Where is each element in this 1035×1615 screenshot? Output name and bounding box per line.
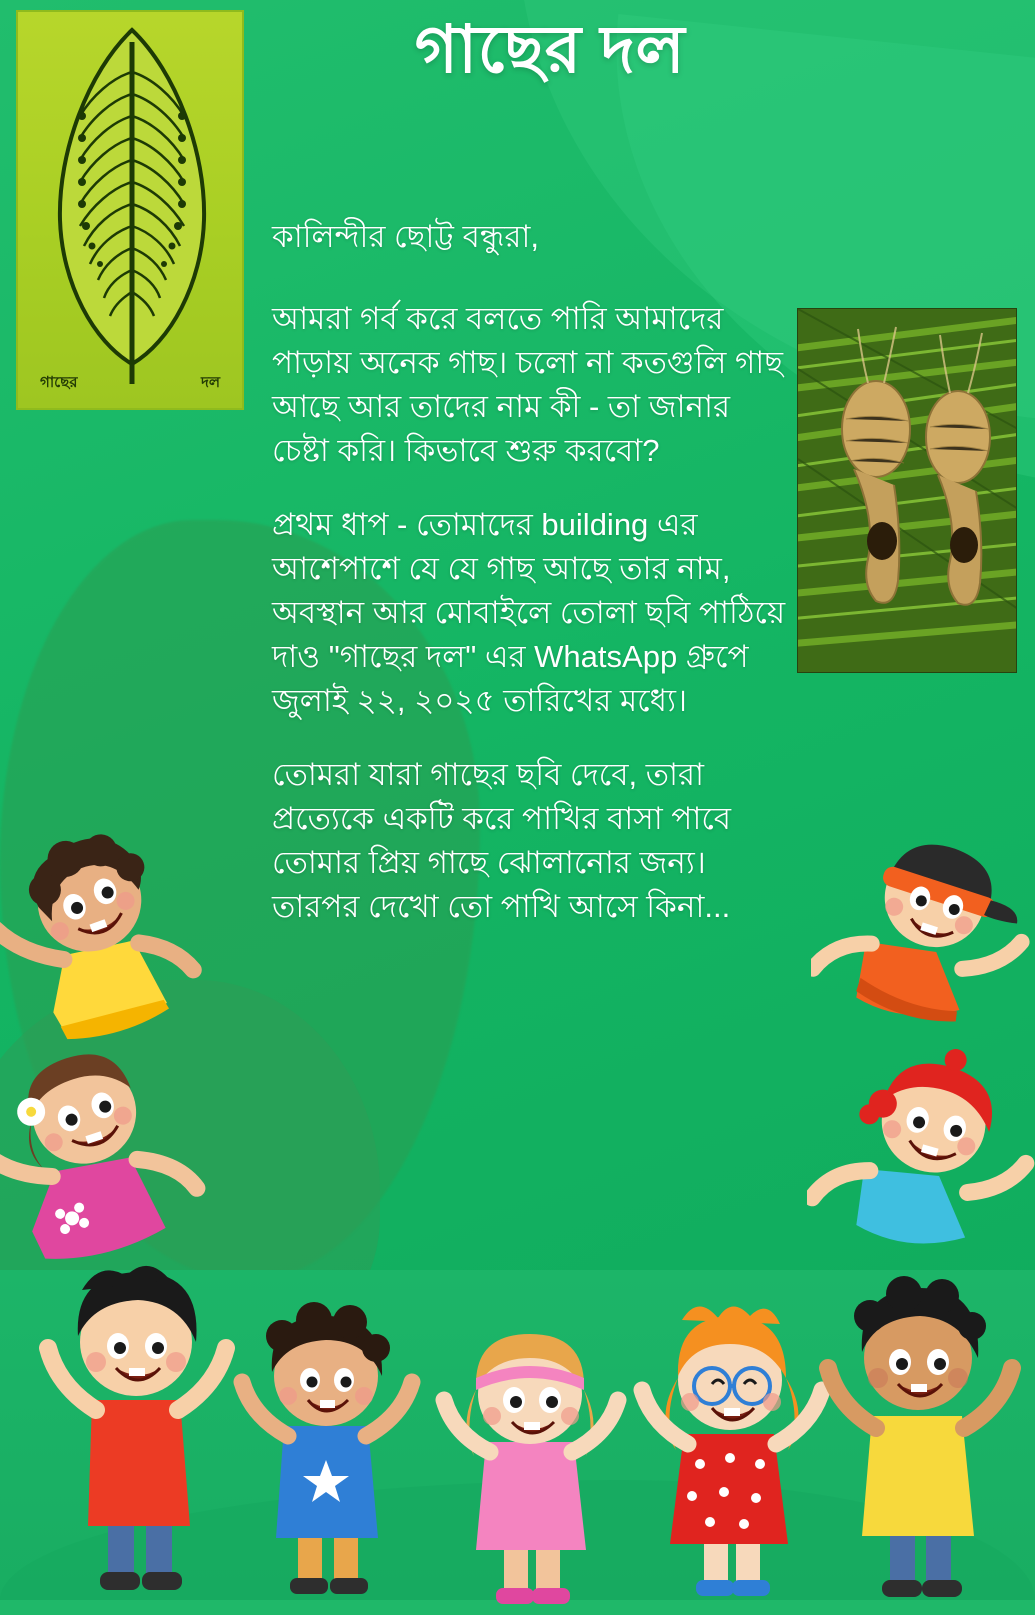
leaf-card-caption-right: দল xyxy=(200,374,220,391)
paragraph-greeting: কালিন্দীর ছোট্ট বন্ধুরা, xyxy=(272,219,540,254)
kid-pink-flower xyxy=(0,1030,222,1285)
leaf-artwork-card xyxy=(16,10,244,410)
kid-red-shirt xyxy=(30,1250,240,1605)
paragraph-step-one: প্রথম ধাপ - তোমাদের building এর আশেপাশে যে যে গাছ আছে তার নাম, অবস্থান আর মোবাইলে তোলা ছবি পাঠিয়ে দাও "গাছের দল" এর WhatsApp গ্রুপে জুলাই ২২, ২০২৫ তারিখের মধ্যে। xyxy=(272,507,786,719)
kid-glasses-red-dress xyxy=(626,1300,836,1615)
kid-pink-headband xyxy=(430,1320,630,1615)
kid-red-cap xyxy=(807,1040,1035,1285)
kid-curly-yellow xyxy=(0,820,220,1055)
paragraph-intro: আমরা গর্ব করে বলতে পারি আমাদের পাড়ায় অনেক গাছ। চলো না কতগুলি গাছ আছে আর তাদের নাম কী - তা জানার চেষ্টা করি। কিভাবে শুরু করবো? xyxy=(272,301,784,469)
paragraph-reward: তোমরা যারা গাছের ছবি দেবে, তারা প্রত্যেকে একটি করে পাখির বাসা পাবে তোমার প্রিয় গাছে ঝোলানোর জন্য। তারপর দেখো তো পাখি আসে কিনা... xyxy=(272,757,732,925)
page-title: গাছের দল xyxy=(414,12,686,86)
kid-blue-star-shirt xyxy=(226,1300,426,1605)
kid-orange-cap xyxy=(811,820,1035,1055)
kid-yellow-shirt xyxy=(812,1270,1022,1615)
weaver-nest-photo xyxy=(797,308,1017,673)
leaf-line-art-icon xyxy=(18,12,244,410)
leaf-card-caption-left: গাছের xyxy=(40,374,78,391)
poster-body-text xyxy=(272,215,792,929)
